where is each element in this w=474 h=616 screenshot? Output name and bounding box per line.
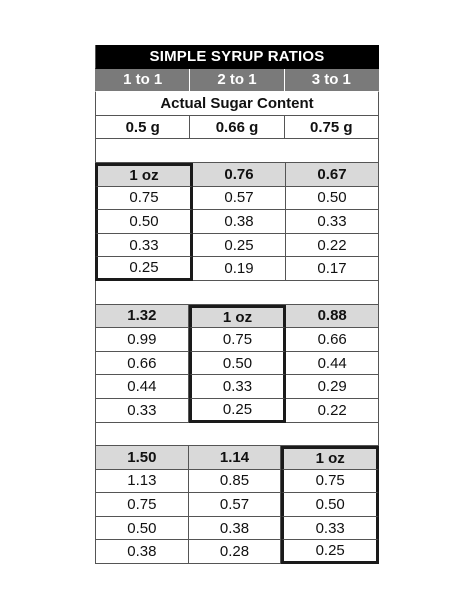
table-cell: 0.75	[189, 328, 287, 352]
section-spacer	[95, 139, 379, 163]
table-row	[95, 399, 379, 423]
table-row	[95, 210, 379, 234]
section-header-row	[95, 163, 379, 187]
sugar-content-2: 0.66 g	[190, 116, 284, 140]
table-cell: 0.99	[95, 328, 189, 352]
section-spacer	[95, 281, 379, 305]
table-row	[95, 187, 379, 211]
table-cell: 0.33	[95, 234, 193, 258]
table-cell: 0.25	[189, 399, 287, 423]
table-row	[95, 493, 379, 517]
sugar-label-row	[95, 92, 379, 116]
table-cell: 0.29	[286, 375, 379, 399]
ratio-2-to-1: 2 to 1	[190, 69, 284, 93]
section-spacer	[95, 423, 379, 447]
ratio-1-to-1: 1 to 1	[95, 69, 190, 93]
table-cell: 0.33	[281, 517, 379, 541]
table-cell: 0.25	[281, 540, 379, 564]
table-row	[95, 517, 379, 541]
table-row	[95, 234, 379, 258]
section-header-cell: 1 oz	[95, 163, 193, 187]
table-title-row	[95, 45, 379, 69]
table-cell: 0.57	[189, 493, 282, 517]
syrup-ratio-table	[95, 45, 379, 564]
table-cell: 0.38	[193, 210, 286, 234]
section-header-cell: 1.14	[189, 446, 282, 470]
table-cell: 0.50	[281, 493, 379, 517]
section-header-cell: 1 oz	[189, 305, 287, 329]
table-cell: 0.22	[286, 399, 379, 423]
table-cell: 0.25	[95, 257, 193, 281]
sugar-content-row	[95, 116, 379, 140]
table-cell: 0.17	[286, 257, 379, 281]
section-header-row	[95, 446, 379, 470]
sugar-content-label: Actual Sugar Content	[95, 92, 379, 116]
table-cell: 0.33	[189, 375, 287, 399]
section-header-row	[95, 305, 379, 329]
ratio-header-row	[95, 69, 379, 93]
section-header-cell: 1 oz	[281, 446, 379, 470]
table-cell: 0.50	[95, 517, 189, 541]
table-cell: 0.22	[286, 234, 379, 258]
conversion-sections	[95, 139, 379, 564]
table-row	[95, 375, 379, 399]
table-cell: 0.57	[193, 187, 286, 211]
section-header-cell: 0.88	[286, 305, 379, 329]
table-cell: 0.44	[95, 375, 189, 399]
sugar-content-3: 0.75 g	[285, 116, 379, 140]
table-cell: 0.33	[286, 210, 379, 234]
table-cell: 0.75	[95, 493, 189, 517]
section-header-cell: 0.76	[193, 163, 286, 187]
table-cell: 0.50	[286, 187, 379, 211]
table-cell: 0.66	[95, 352, 189, 376]
table-cell: 0.33	[95, 399, 189, 423]
section-header-cell: 1.32	[95, 305, 189, 329]
section-header-cell: 0.67	[286, 163, 379, 187]
table-cell: 0.28	[189, 540, 282, 564]
table-cell: 0.50	[95, 210, 193, 234]
table-cell: 0.50	[189, 352, 287, 376]
table-row	[95, 470, 379, 494]
section-header-cell: 1.50	[95, 446, 189, 470]
table-row	[95, 257, 379, 281]
table-cell: 0.25	[193, 234, 286, 258]
table-cell: 0.19	[193, 257, 286, 281]
table-title: SIMPLE SYRUP RATIOS	[95, 45, 379, 69]
table-row	[95, 352, 379, 376]
table-cell: 1.13	[95, 470, 189, 494]
table-cell: 0.75	[95, 187, 193, 211]
table-cell: 0.38	[189, 517, 282, 541]
table-row	[95, 328, 379, 352]
table-cell: 0.66	[286, 328, 379, 352]
table-row	[95, 540, 379, 564]
ratio-3-to-1: 3 to 1	[285, 69, 379, 93]
table-cell: 0.75	[281, 470, 379, 494]
table-cell: 0.85	[189, 470, 282, 494]
table-cell: 0.38	[95, 540, 189, 564]
table-cell: 0.44	[286, 352, 379, 376]
sugar-content-1: 0.5 g	[95, 116, 190, 140]
